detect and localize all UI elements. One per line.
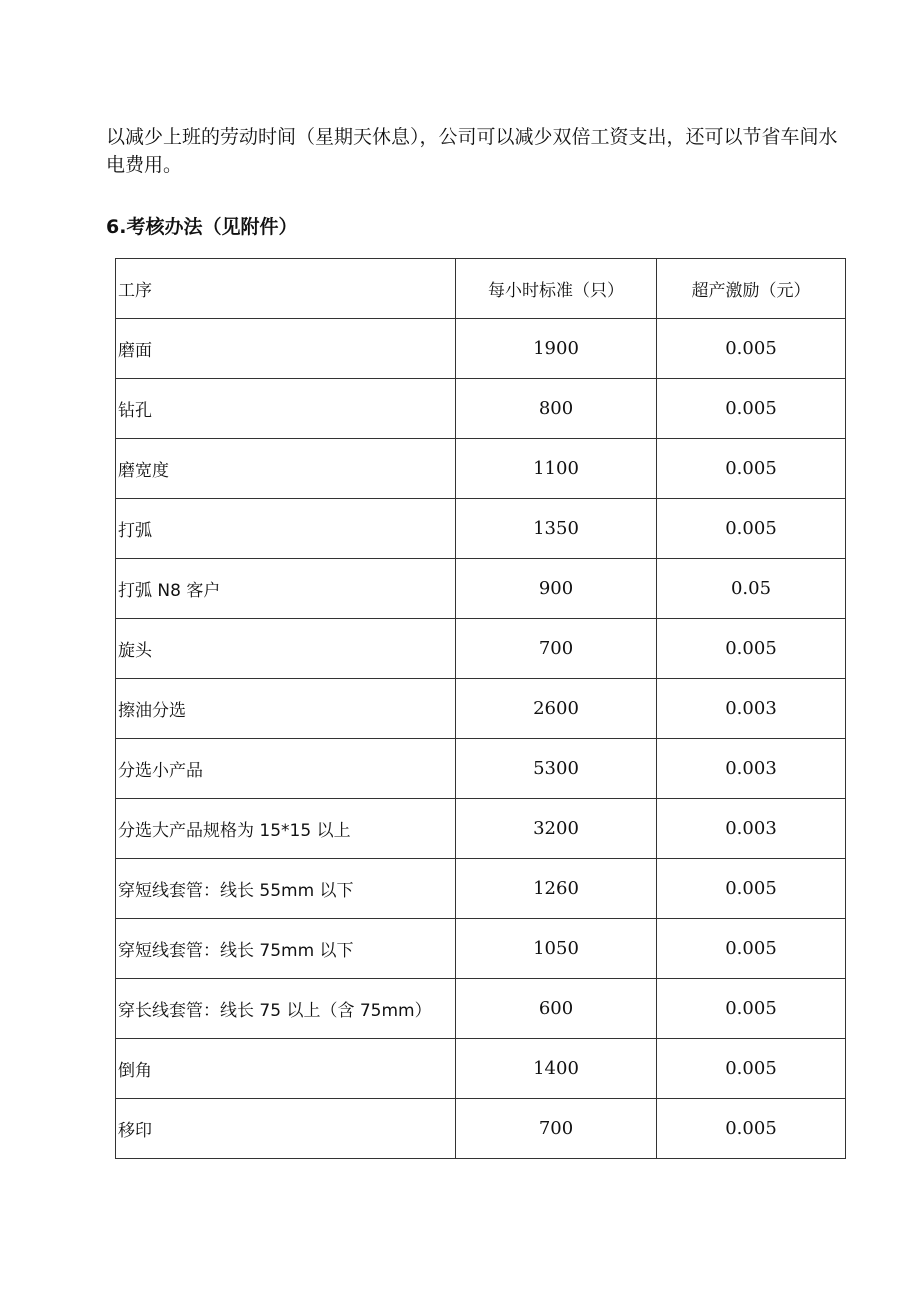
process-cell: 穿短线套管：线长 55mm 以下 [116, 859, 456, 919]
assessment-table [115, 258, 846, 1159]
bonus-cell: 0.003 [657, 739, 846, 799]
table-row [116, 1039, 846, 1099]
hourly-standard-cell: 1100 [456, 439, 657, 499]
bonus-cell: 0.005 [657, 499, 846, 559]
table-row [116, 499, 846, 559]
hourly-standard-cell: 800 [456, 379, 657, 439]
process-cell: 钻孔 [116, 379, 456, 439]
hourly-standard-cell: 2600 [456, 679, 657, 739]
table-header-row [116, 259, 846, 319]
process-cell: 磨面 [116, 319, 456, 379]
table-row [116, 1099, 846, 1159]
table-row [116, 679, 846, 739]
hourly-standard-cell: 1900 [456, 319, 657, 379]
process-cell: 移印 [116, 1099, 456, 1159]
table-row [116, 859, 846, 919]
table-row [116, 319, 846, 379]
table-body [116, 319, 846, 1159]
hourly-standard-cell: 700 [456, 619, 657, 679]
table-row [116, 979, 846, 1039]
table-row [116, 619, 846, 679]
hourly-standard-cell: 3200 [456, 799, 657, 859]
process-cell: 倒角 [116, 1039, 456, 1099]
bonus-cell: 0.003 [657, 799, 846, 859]
header-process: 工序 [116, 259, 456, 319]
process-cell: 打弧 [116, 499, 456, 559]
hourly-standard-cell: 600 [456, 979, 657, 1039]
process-cell: 擦油分选 [116, 679, 456, 739]
hourly-standard-cell: 1050 [456, 919, 657, 979]
bonus-cell: 0.005 [657, 1039, 846, 1099]
table-row [116, 379, 846, 439]
bonus-cell: 0.003 [657, 679, 846, 739]
table-row [116, 919, 846, 979]
table-row [116, 799, 846, 859]
process-cell: 打弧 N8 客户 [116, 559, 456, 619]
bonus-cell: 0.005 [657, 919, 846, 979]
process-cell: 穿短线套管：线长 75mm 以下 [116, 919, 456, 979]
hourly-standard-cell: 1260 [456, 859, 657, 919]
process-cell: 分选大产品规格为 15*15 以上 [116, 799, 456, 859]
hourly-standard-cell: 5300 [456, 739, 657, 799]
bonus-cell: 0.005 [657, 379, 846, 439]
bonus-cell: 0.005 [657, 979, 846, 1039]
hourly-standard-cell: 1350 [456, 499, 657, 559]
process-cell: 分选小产品 [116, 739, 456, 799]
hourly-standard-cell: 700 [456, 1099, 657, 1159]
table-row [116, 739, 846, 799]
section-heading: 6.考核办法（见附件） [106, 216, 298, 238]
header-overproduction-bonus: 超产激励（元） [657, 259, 846, 319]
bonus-cell: 0.05 [657, 559, 846, 619]
table-row [116, 559, 846, 619]
bonus-cell: 0.005 [657, 439, 846, 499]
process-cell: 旋头 [116, 619, 456, 679]
process-cell: 磨宽度 [116, 439, 456, 499]
process-cell: 穿长线套管：线长 75 以上（含 75mm） [116, 979, 456, 1039]
hourly-standard-cell: 1400 [456, 1039, 657, 1099]
hourly-standard-cell: 900 [456, 559, 657, 619]
table-row [116, 439, 846, 499]
bonus-cell: 0.005 [657, 619, 846, 679]
header-hourly-standard: 每小时标准（只） [456, 259, 657, 319]
bonus-cell: 0.005 [657, 319, 846, 379]
bonus-cell: 0.005 [657, 1099, 846, 1159]
bonus-cell: 0.005 [657, 859, 846, 919]
body-paragraph: 以减少上班的劳动时间（星期天休息），公司可以减少双倍工资支出，还可以节省车间水电费用。 [106, 126, 838, 176]
